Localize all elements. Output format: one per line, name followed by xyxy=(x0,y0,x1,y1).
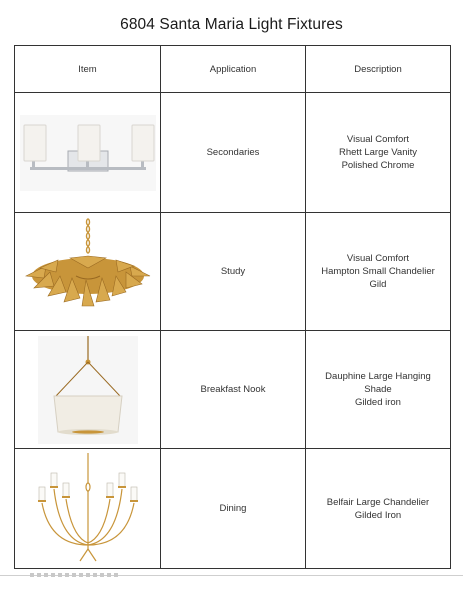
description-line: Visual Comfort xyxy=(346,253,410,264)
description-cell xyxy=(306,213,451,331)
item-image-cell xyxy=(15,331,161,449)
description-line: Gilded iron xyxy=(355,397,401,408)
item-image-cell xyxy=(15,449,161,569)
page-title: 6804 Santa Maria Light Fixtures xyxy=(120,16,343,33)
leaf-chandelier-icon xyxy=(20,218,156,326)
description-line: Dauphine Large Hanging xyxy=(325,371,431,382)
item-image-cell xyxy=(15,93,161,213)
application-cell: Breakfast Nook xyxy=(161,331,306,449)
application-cell: Secondaries xyxy=(161,93,306,213)
drum-pendant-icon xyxy=(38,336,138,444)
application-cell: Study xyxy=(161,213,306,331)
column-header-item: Item xyxy=(15,46,161,93)
description-line: Gilded Iron xyxy=(354,509,402,521)
cropped-footer xyxy=(30,573,120,577)
description-line: Belfair Large Chandelier xyxy=(326,496,430,508)
fixtures-table xyxy=(14,45,451,569)
description-line: Rhett Large Vanity xyxy=(339,147,417,158)
table-row xyxy=(15,331,451,449)
table-row xyxy=(15,213,451,331)
description-line: Hampton Small Chandelier xyxy=(321,266,435,277)
description-line: Shade xyxy=(364,384,392,395)
description-cell xyxy=(306,93,451,213)
description-cell xyxy=(306,449,451,569)
item-image-cell xyxy=(15,213,161,331)
vanity-light-icon xyxy=(20,115,156,191)
description-cell xyxy=(306,331,451,449)
description-line: Visual Comfort xyxy=(346,134,410,145)
column-header-description: Description xyxy=(306,46,451,93)
description-line: Gild xyxy=(369,279,387,290)
table-row xyxy=(15,449,451,569)
table-row xyxy=(15,93,451,213)
description-line: Polished Chrome xyxy=(341,160,415,171)
candle-chandelier-icon xyxy=(20,453,156,565)
column-header-application: Application xyxy=(161,46,306,93)
application-cell: Dining xyxy=(161,449,306,569)
table-header-row xyxy=(15,46,451,93)
